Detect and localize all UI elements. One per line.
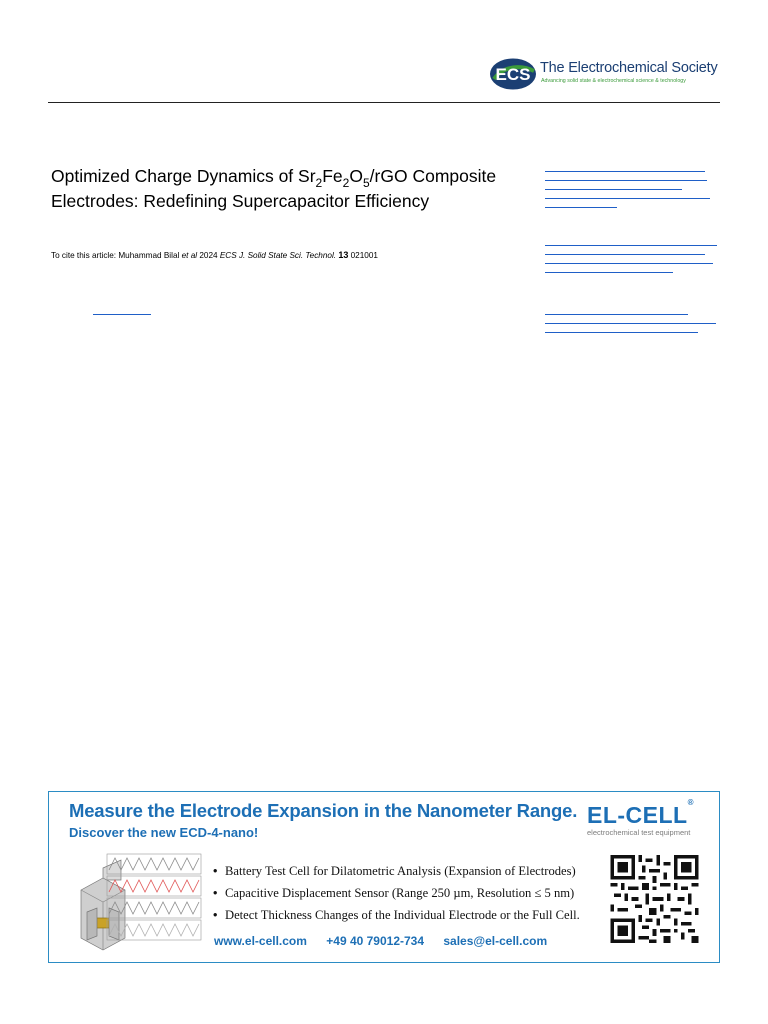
ad-contacts (214, 934, 563, 948)
logo-letters: ECS (495, 65, 531, 84)
ad-subheadline: Discover the new ECD-4-nano! (69, 825, 259, 840)
ad-headline: Measure the Electrode Expansion in the Nanometer Range. (69, 800, 578, 821)
website-link[interactable]: www.el-cell.com (214, 934, 307, 948)
article-title: Optimized Charge Dynamics of $Sr_2Fe_2O_5$/rGO Composite Electrodes: Redefining Supercapacitor Efficiency (51, 166, 497, 211)
list-item: • Battery Test Cell for Dilatometric Analysis (Expansion of Electrodes) (213, 864, 576, 878)
related-article-1[interactable] (545, 171, 720, 216)
related-article-3[interactable] (545, 314, 720, 341)
org-name: The Electrochemical Society (540, 60, 718, 76)
ecs-logo[interactable] (488, 57, 720, 91)
email-link[interactable]: sales@el-cell.com (443, 934, 548, 948)
el-cell-advertisement[interactable] (48, 791, 720, 963)
el-cell-logo: EL-CELL® (587, 798, 695, 828)
el-cell-tagline: electrochemical test equipment (587, 828, 691, 837)
view-online-link[interactable] (93, 314, 151, 315)
feature-list (213, 860, 580, 926)
ecs-logo-icon (488, 57, 538, 91)
related-article-2[interactable] (545, 245, 720, 281)
qr-code-icon[interactable] (609, 855, 700, 943)
list-item: • Capacitive Displacement Sensor (Range 250 µm, Resolution ≤ 5 nm) (213, 886, 575, 900)
header-divider (48, 102, 720, 103)
test-cell-illustration (63, 850, 203, 960)
org-tagline: Advancing solid state & electrochemical science & technology (541, 78, 686, 84)
phone-number[interactable]: +49 40 79012-734 (326, 934, 425, 948)
citation-line: To cite this article: Muhammad Bilal et al 2024 ECS J. Solid State Sci. Technol. 13 021001 (51, 250, 378, 260)
list-item: • Detect Thickness Changes of the Individual Electrode or the Full Cell. (213, 908, 580, 922)
